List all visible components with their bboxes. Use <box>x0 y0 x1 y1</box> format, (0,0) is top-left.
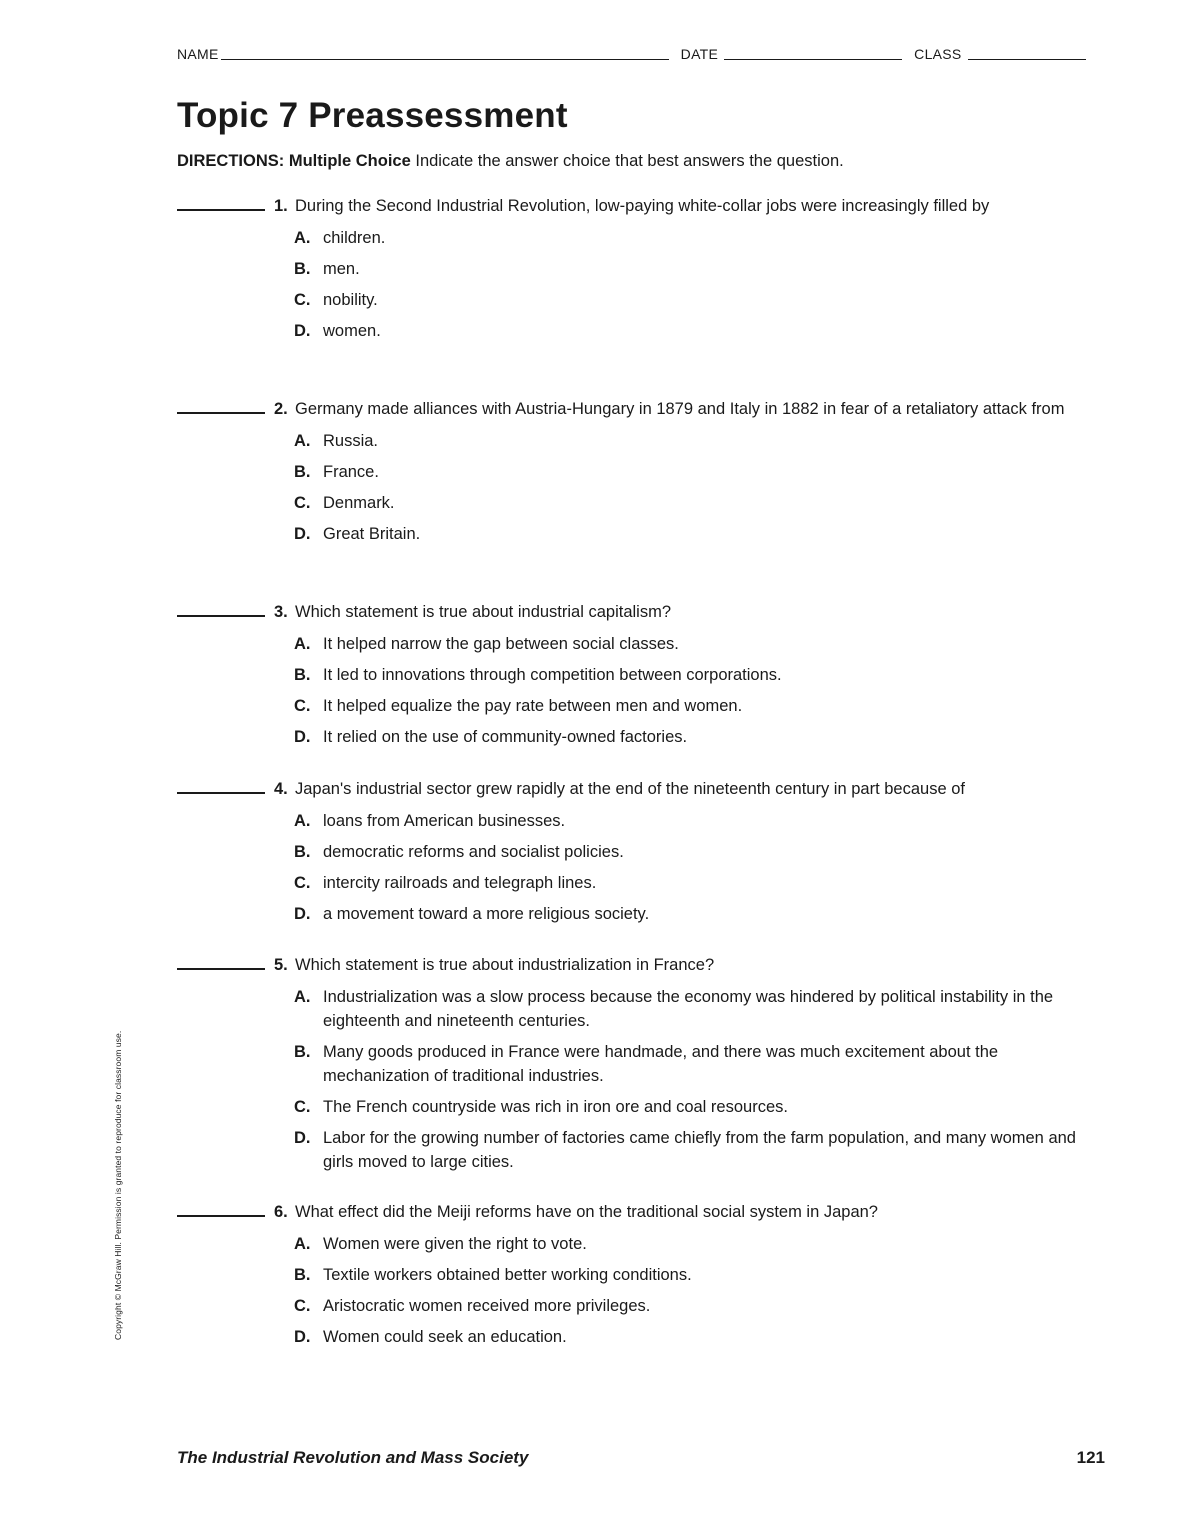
answer-option <box>294 1095 1107 1119</box>
option-letter: B. <box>294 463 311 481</box>
question-text: Germany made alliances with Austria-Hungary in 1879 and Italy in 1882 in fear of a retaliatory attack from <box>295 400 1065 418</box>
question-number: 4. <box>274 780 288 798</box>
answer-blank[interactable] <box>177 1199 265 1217</box>
name-label: NAME <box>177 46 219 62</box>
footer-title: The Industrial Revolution and Mass Society <box>177 1448 529 1467</box>
answer-option <box>294 725 1107 749</box>
question-text: Which statement is true about industrialization in France? <box>295 956 715 974</box>
class-label: CLASS <box>914 46 962 62</box>
option-letter: C. <box>294 494 311 512</box>
answer-option <box>294 809 1107 833</box>
option-letter: B. <box>294 1266 311 1284</box>
question-stem <box>177 1199 1107 1226</box>
question-text: Japan's industrial sector grew rapidly at the end of the nineteenth century in part because of <box>295 780 965 798</box>
option-letter: C. <box>294 1297 311 1315</box>
directions <box>177 152 844 171</box>
option-letter: D. <box>294 525 311 543</box>
answer-option <box>294 257 1107 281</box>
option-letter: D. <box>294 1129 311 1147</box>
option-text: a movement toward a more religious society. <box>323 905 650 923</box>
option-text: It led to innovations through competition between corporations. <box>323 666 782 684</box>
question-1 <box>177 193 1107 350</box>
answer-option <box>294 1325 1107 1349</box>
option-letter: C. <box>294 697 311 715</box>
option-text: democratic reforms and socialist policies. <box>323 843 624 861</box>
name-field[interactable] <box>221 45 669 60</box>
answer-options <box>294 226 1107 343</box>
question-number: 6. <box>274 1203 288 1221</box>
answer-option <box>294 429 1107 453</box>
student-info-header <box>177 42 1105 62</box>
directions-type: Multiple Choice <box>288 152 411 170</box>
option-letter: C. <box>294 1098 311 1116</box>
option-text: Women were given the right to vote. <box>323 1235 587 1253</box>
answer-option <box>294 460 1107 484</box>
question-text: During the Second Industrial Revolution, low-paying white-collar jobs were increasingly filled by <box>295 197 990 215</box>
option-text: Textile workers obtained better working conditions. <box>323 1266 692 1284</box>
option-text: France. <box>323 463 379 481</box>
question-stem <box>177 952 1107 979</box>
answer-option <box>294 840 1107 864</box>
answer-option <box>294 902 1107 926</box>
question-stem <box>177 776 1107 803</box>
option-letter: B. <box>294 666 311 684</box>
answer-blank[interactable] <box>177 599 265 617</box>
option-letter: D. <box>294 728 311 746</box>
option-letter: C. <box>294 291 311 309</box>
answer-option <box>294 632 1107 656</box>
directions-label: DIRECTIONS: <box>177 152 285 170</box>
answer-options <box>294 632 1107 749</box>
option-text: It helped narrow the gap between social classes. <box>323 635 679 653</box>
class-field[interactable] <box>968 45 1086 60</box>
option-text: Great Britain. <box>323 525 421 543</box>
option-letter: A. <box>294 229 311 247</box>
option-text: It helped equalize the pay rate between men and women. <box>323 697 743 715</box>
option-text: Labor for the growing number of factories came chiefly from the farm population, and many women and girls moved to large cities. <box>323 1129 1076 1171</box>
option-text: The French countryside was rich in iron ore and coal resources. <box>323 1098 788 1116</box>
option-text: It relied on the use of community-owned factories. <box>323 728 688 746</box>
copyright-notice: Copyright © McGraw Hill. Permission is granted to reproduce for classroom use. <box>113 1030 123 1340</box>
option-letter: D. <box>294 322 311 340</box>
directions-text: Indicate the answer choice that best answers the question. <box>415 152 844 170</box>
option-text: men. <box>323 260 360 278</box>
question-number: 2. <box>274 400 288 418</box>
date-label: DATE <box>680 46 719 62</box>
option-letter: D. <box>294 905 311 923</box>
question-6 <box>177 1199 1107 1356</box>
option-letter: B. <box>294 260 311 278</box>
date-field[interactable] <box>724 45 902 60</box>
option-letter: A. <box>294 812 311 830</box>
option-text: Denmark. <box>323 494 395 512</box>
question-stem <box>177 396 1107 423</box>
option-letter: B. <box>294 843 311 861</box>
answer-option <box>294 1126 1107 1174</box>
option-text: intercity railroads and telegraph lines. <box>323 874 597 892</box>
option-text: nobility. <box>323 291 378 309</box>
answer-option <box>294 288 1107 312</box>
option-letter: A. <box>294 635 311 653</box>
question-number: 1. <box>274 197 288 215</box>
answer-option <box>294 491 1107 515</box>
option-letter: D. <box>294 1328 311 1346</box>
option-letter: A. <box>294 988 311 1006</box>
option-letter: A. <box>294 432 311 450</box>
option-text: children. <box>323 229 386 247</box>
answer-option <box>294 319 1107 343</box>
question-4 <box>177 776 1107 933</box>
question-2 <box>177 396 1107 553</box>
question-number: 5. <box>274 956 288 974</box>
question-stem <box>177 193 1107 220</box>
option-text: Women could seek an education. <box>323 1328 567 1346</box>
question-text: What effect did the Meiji reforms have on the traditional social system in Japan? <box>295 1203 878 1221</box>
question-stem <box>177 599 1107 626</box>
answer-option <box>294 522 1107 546</box>
answer-option <box>294 1263 1107 1287</box>
answer-blank[interactable] <box>177 776 265 794</box>
option-text: Industrialization was a slow process because the economy was hindered by political instability in the eighteenth and nineteenth centuries. <box>323 988 1054 1030</box>
answer-option <box>294 1294 1107 1318</box>
answer-blank[interactable] <box>177 396 265 414</box>
answer-options <box>294 985 1107 1174</box>
question-text: Which statement is true about industrial capitalism? <box>295 603 672 621</box>
answer-option <box>294 663 1107 687</box>
page-number: 121 <box>1076 1448 1105 1467</box>
option-text: Russia. <box>323 432 379 450</box>
answer-option <box>294 871 1107 895</box>
option-letter: A. <box>294 1235 311 1253</box>
answer-blank[interactable] <box>177 952 265 970</box>
answer-option <box>294 226 1107 250</box>
answer-option <box>294 694 1107 718</box>
option-text: Many goods produced in France were handmade, and there was much excitement about the mechanization of traditional industries. <box>323 1043 999 1085</box>
question-3 <box>177 599 1107 756</box>
question-number: 3. <box>274 603 288 621</box>
answer-options <box>294 1232 1107 1349</box>
answer-option <box>294 985 1107 1033</box>
answer-option <box>294 1040 1107 1088</box>
question-5 <box>177 952 1107 1181</box>
page-title: Topic 7 Preassessment <box>177 96 568 135</box>
option-text: Aristocratic women received more privileges. <box>323 1297 651 1315</box>
answer-option <box>294 1232 1107 1256</box>
option-letter: B. <box>294 1043 311 1061</box>
answer-options <box>294 429 1107 546</box>
option-text: women. <box>323 322 381 340</box>
option-text: loans from American businesses. <box>323 812 566 830</box>
option-letter: C. <box>294 874 311 892</box>
answer-options <box>294 809 1107 926</box>
answer-blank[interactable] <box>177 193 265 211</box>
